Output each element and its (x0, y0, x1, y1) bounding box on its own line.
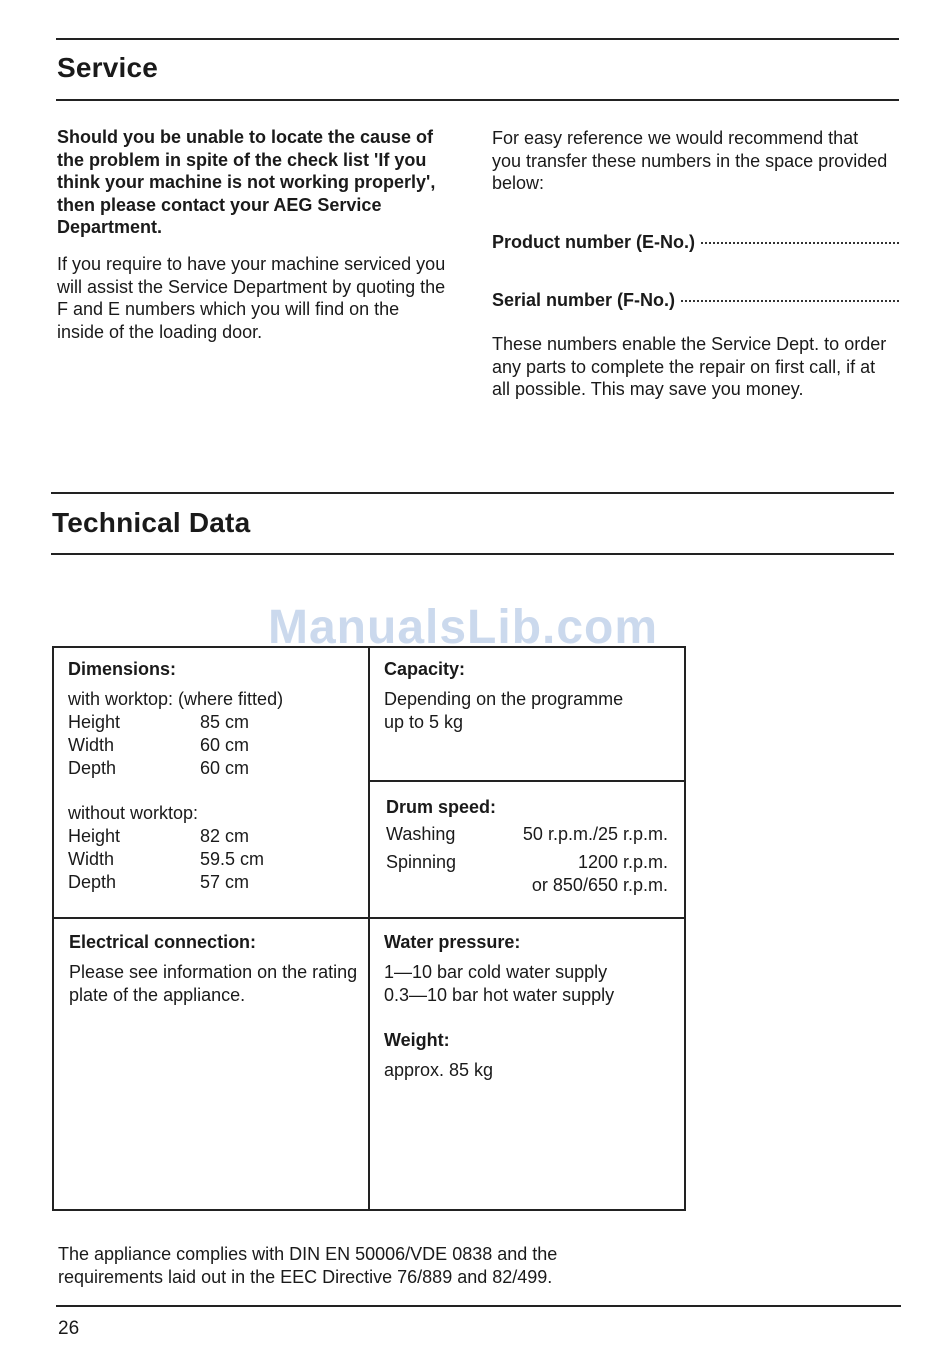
compliance-text: The appliance complies with DIN EN 50006/VDE 0838 and the requirements laid out in the EEC Directive 76/889 and 82/499. (58, 1244, 558, 1287)
without-worktop-label: without worktop: (68, 803, 199, 823)
manualslib-watermark: ManualsLib.com (268, 601, 659, 654)
with-width-row (68, 734, 358, 757)
with-width-label: Width (68, 735, 115, 755)
washing-row (386, 823, 668, 846)
with-depth-value: 60 cm (200, 758, 250, 778)
table-divider (368, 646, 370, 1209)
footer-rule (56, 1305, 901, 1307)
washing-value: 50 r.p.m./25 r.p.m. (522, 824, 668, 844)
drum-speed-title: Drum speed: (386, 797, 497, 817)
water-pressure-cell (384, 931, 676, 1082)
spinning-label: Spinning (386, 852, 457, 872)
technical-heading: Technical Data (52, 507, 251, 538)
capacity-line-2: up to 5 kg (384, 712, 464, 732)
serial-number-field[interactable] (492, 290, 899, 311)
electrical-title: Electrical connection: (69, 932, 257, 952)
top-rule (56, 38, 899, 40)
with-height-value: 85 cm (200, 712, 250, 732)
washing-label: Washing (386, 824, 456, 844)
without-width-label: Width (68, 849, 115, 869)
serial-number-label: Serial number (F-No.) (492, 290, 676, 310)
water-pressure-line-1: 1—10 bar cold water supply (384, 962, 608, 982)
technical-heading-rule (51, 553, 894, 555)
water-pressure-line-2: 0.3—10 bar hot water supply (384, 985, 615, 1005)
water-pressure-title: Water pressure: (384, 932, 521, 952)
electrical-cell (69, 931, 361, 1007)
serial-number-dots (681, 300, 899, 302)
without-depth-row (68, 871, 358, 894)
weight-title: Weight: (384, 1030, 450, 1050)
product-number-field[interactable] (492, 232, 899, 253)
without-height-row (68, 825, 358, 848)
without-height-label: Height (68, 826, 121, 846)
without-width-row (68, 848, 358, 871)
service-reference-text: For easy reference we would recommend that you transfer these numbers in the space provided below: (492, 128, 888, 193)
without-depth-value: 57 cm (200, 872, 250, 892)
service-heading: Service (57, 52, 159, 83)
capacity-cell (384, 658, 674, 734)
with-width-value: 60 cm (200, 735, 250, 755)
weight-value: approx. 85 kg (384, 1060, 494, 1080)
service-heading-rule (56, 99, 899, 101)
spinning-row (386, 851, 668, 874)
table-row-divider (52, 917, 686, 919)
without-width-value: 59.5 cm (200, 849, 265, 869)
spinning-value: 1200 r.p.m. (577, 852, 668, 872)
service-contact-text: Should you be unable to locate the cause of the problem in spite of the check list 'If you think your machine is not working properly', then please contact your AEG Service Department. (57, 127, 436, 237)
service-quote-text: If you require to have your machine serviced you will assist the Service Department by quoting the F and E numbers which you will find on the inside of the loading door. (57, 254, 446, 342)
page-number: 26 (58, 1318, 80, 1339)
with-depth-label: Depth (68, 758, 117, 778)
spinning-alt-value: or 850/650 r.p.m. (531, 875, 668, 895)
technical-top-rule (51, 492, 894, 494)
with-height-row (68, 711, 358, 734)
product-number-dots (701, 242, 899, 244)
capacity-title: Capacity: (384, 659, 466, 679)
drum-speed-cell (386, 796, 676, 897)
with-worktop-label: with worktop: (where fitted) (68, 689, 284, 709)
electrical-text: Please see information on the rating plate of the appliance. (69, 962, 358, 1005)
capacity-line-1: Depending on the programme (384, 689, 624, 709)
dimensions-title: Dimensions: (68, 659, 177, 679)
with-depth-row (68, 757, 358, 780)
product-number-label: Product number (E-No.) (492, 232, 695, 252)
without-height-value: 82 cm (200, 826, 250, 846)
dimensions-cell (68, 658, 358, 894)
without-depth-label: Depth (68, 872, 117, 892)
service-numbers-text: These numbers enable the Service Dept. to order any parts to complete the repair on first call, if at all possible. This may save you money. (492, 334, 887, 399)
technical-data-table (52, 646, 686, 1211)
with-height-label: Height (68, 712, 121, 732)
capacity-divider (368, 780, 686, 782)
